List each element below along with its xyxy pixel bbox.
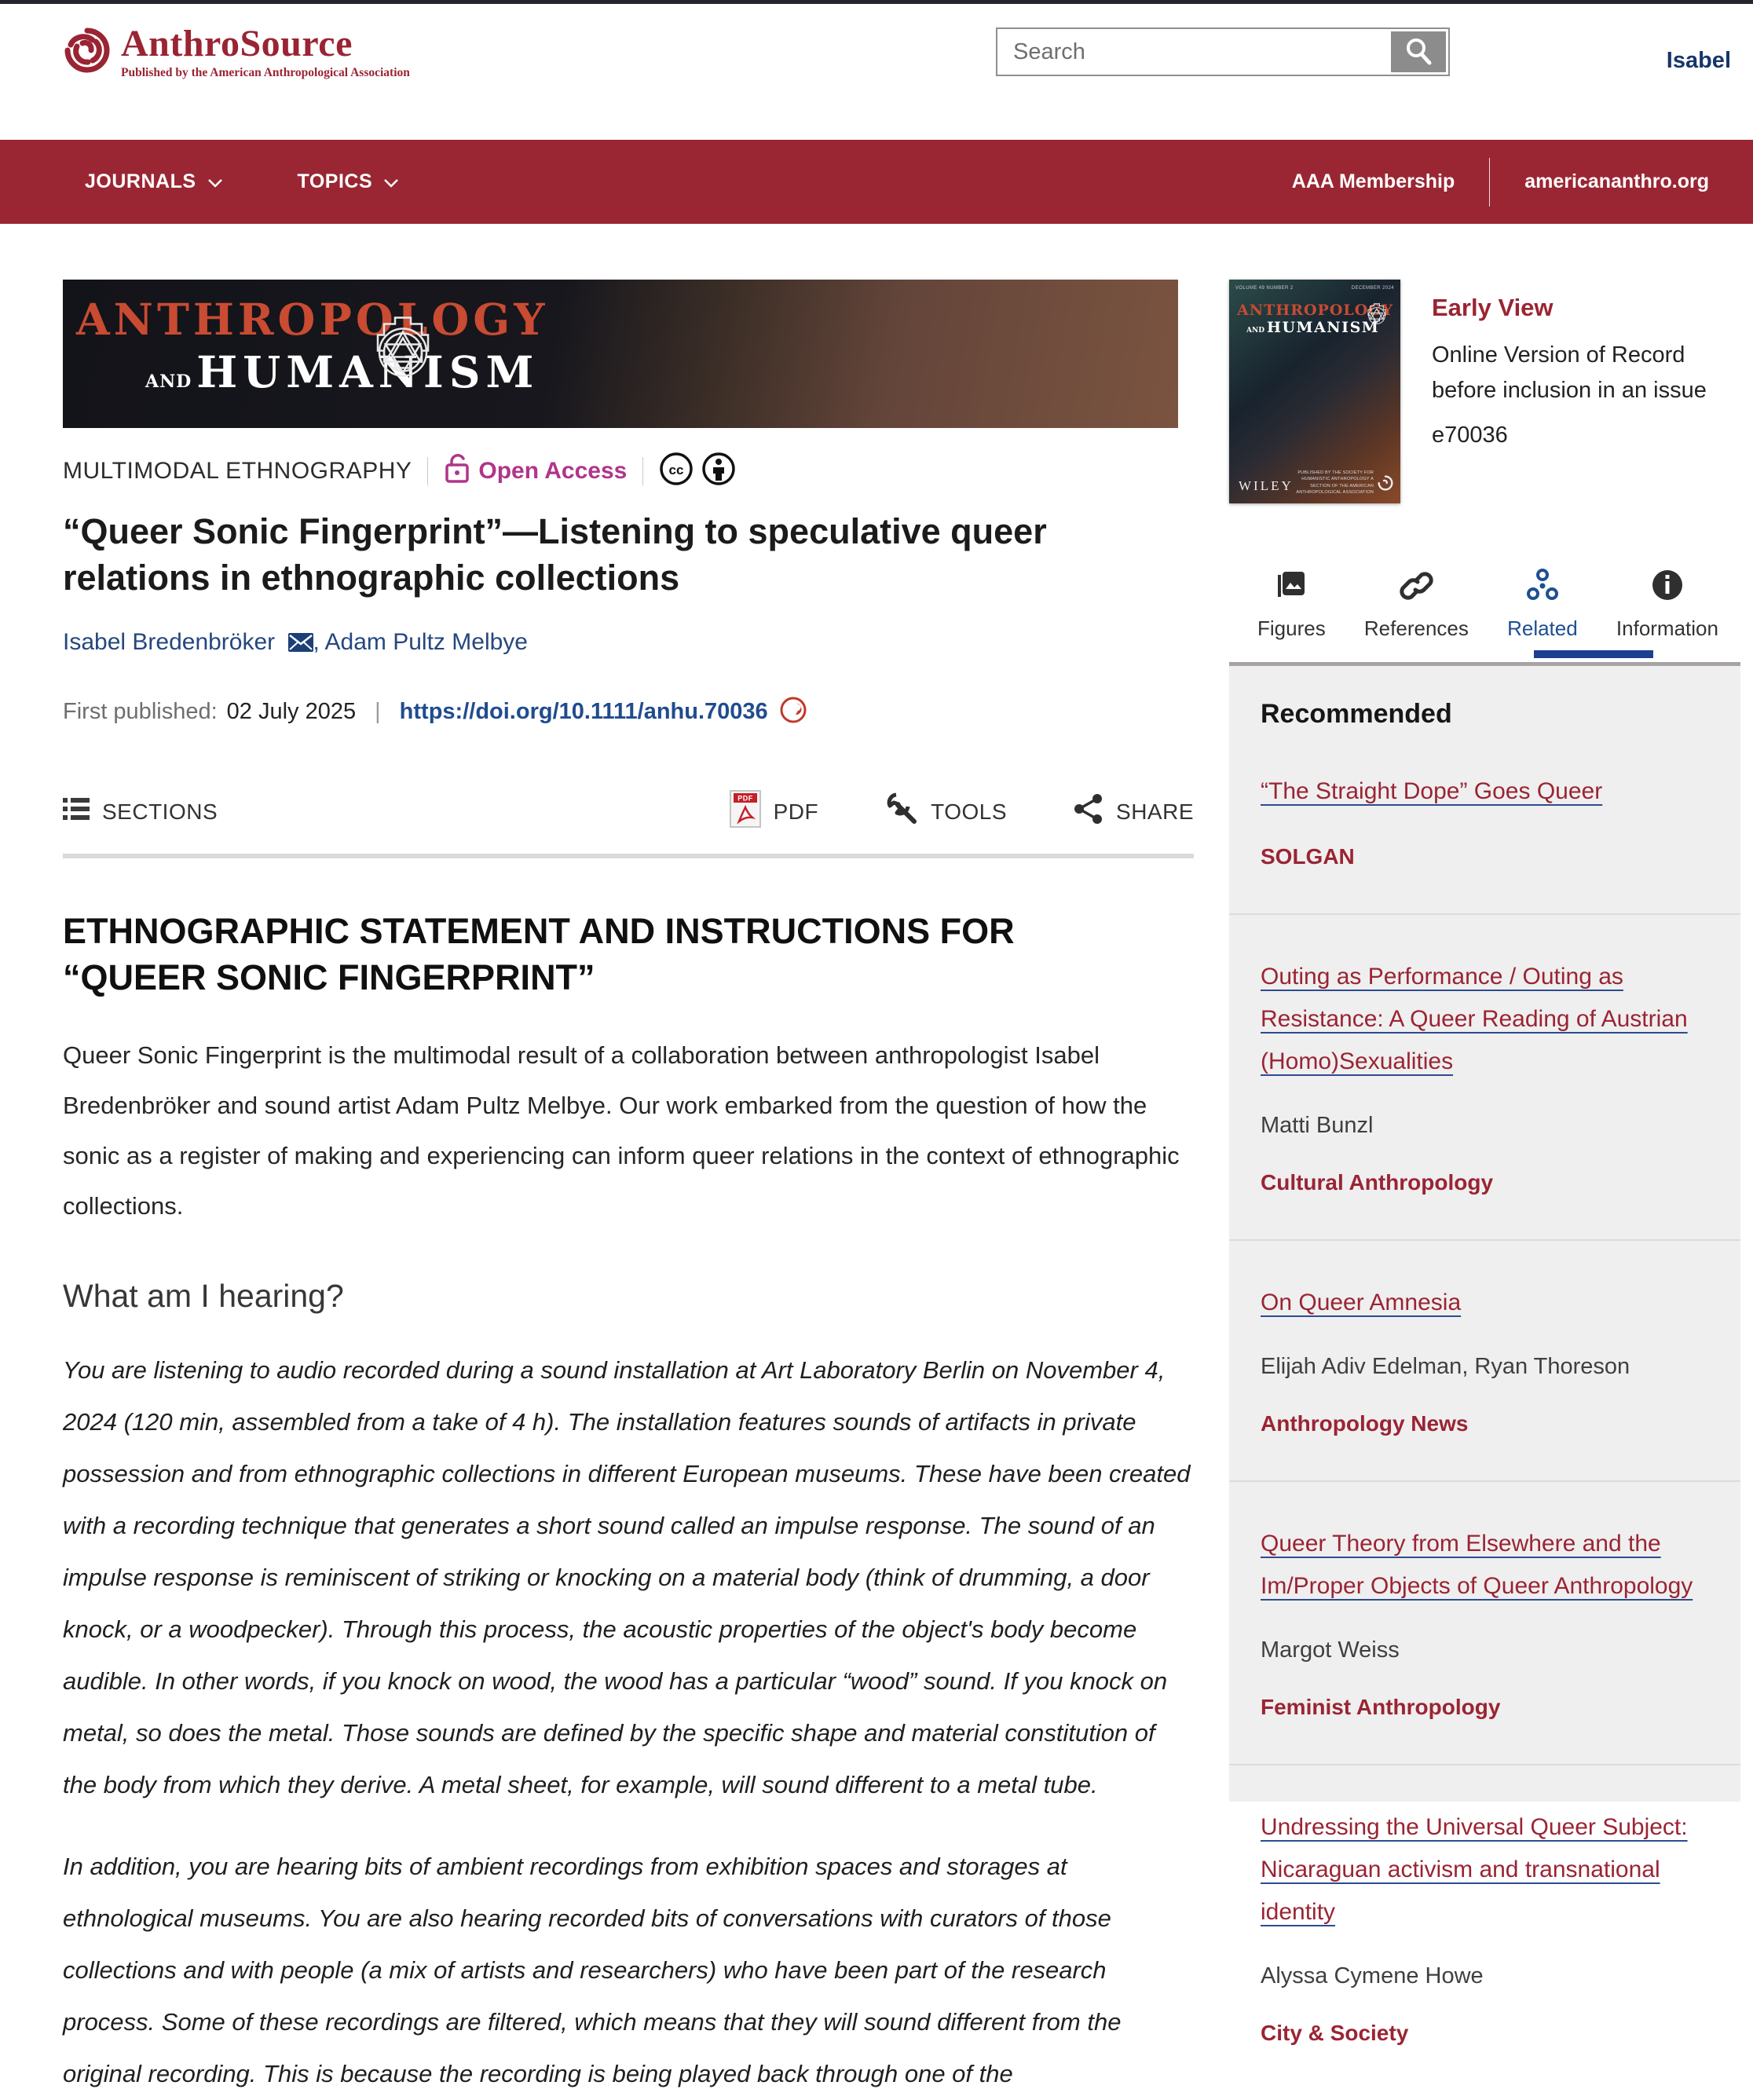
user-account-link[interactable]: Isabel bbox=[1666, 48, 1731, 73]
article-category: MULTIMODAL ETHNOGRAPHY bbox=[63, 457, 412, 484]
recommended-item bbox=[1229, 1239, 1740, 1480]
recommended-journal-link[interactable]: Cultural Anthropology bbox=[1261, 1170, 1494, 1195]
intro-paragraph: Queer Sonic Fingerprint is the multimodal result of a collaboration between anthropologist Isabel Bredenbröker and sound artist Adam Pultz Melbye. Our work embarked from the question of how the sonic as a register of making and experiencing can inform queer relations in the context of ethnographic collections. bbox=[63, 1041, 1180, 1220]
subsection-heading: What am I hearing? bbox=[63, 1277, 344, 1314]
recommended-heading: Recommended bbox=[1261, 699, 1452, 729]
recommended-journal-link[interactable]: City & Society bbox=[1261, 2021, 1409, 2045]
cover-volume: VOLUME 49 NUMBER 2 bbox=[1235, 286, 1294, 291]
recommended-journal-link[interactable]: Feminist Anthropology bbox=[1261, 1695, 1501, 1719]
open-access-label: Open Access bbox=[478, 457, 628, 484]
section-heading: ETHNOGRAPHIC STATEMENT AND INSTRUCTIONS FOR “QUEER SONIC FINGERPRINT” bbox=[63, 911, 1015, 997]
figures-icon bbox=[1275, 569, 1308, 605]
banner-title-anthropology: ANTHROPOLOGY bbox=[76, 294, 549, 345]
published-date: 02 July 2025 bbox=[226, 698, 357, 724]
tab-related-label: Related bbox=[1507, 616, 1578, 640]
link-icon bbox=[1399, 569, 1433, 605]
tab-information-label: Information bbox=[1616, 616, 1718, 640]
meta-divider bbox=[427, 457, 428, 485]
article-toolbar bbox=[63, 774, 1194, 858]
spiral-logo-icon bbox=[61, 24, 113, 80]
author-list bbox=[63, 629, 1194, 658]
logo-title: AnthroSource bbox=[121, 23, 353, 64]
pdf-icon bbox=[730, 790, 761, 833]
sections-list-icon bbox=[63, 797, 90, 826]
banner-and: AND bbox=[145, 371, 192, 392]
doi-link[interactable]: https://doi.org/10.1111/anhu.70036 bbox=[399, 698, 768, 724]
recommended-journal-link[interactable]: Anthropology News bbox=[1261, 1411, 1469, 1436]
recommended-article-link[interactable]: Queer Theory from Elsewhere and the Im/Proper Objects of Queer Anthropology bbox=[1261, 1531, 1693, 1599]
tab-figures[interactable] bbox=[1257, 569, 1326, 641]
cover-masthead-and: AND bbox=[1246, 327, 1265, 335]
cover-masthead-humanism: HUMANISM bbox=[1267, 319, 1380, 336]
recommended-article-link[interactable]: Outing as Performance / Outing as Resistance: A Queer Reading of Austrian (Homo)Sexualities bbox=[1261, 964, 1688, 1074]
pdf-button[interactable] bbox=[730, 790, 819, 833]
tab-references[interactable] bbox=[1364, 569, 1469, 641]
cover-masthead-anthropology: ANTHROPOLOGY bbox=[1237, 302, 1394, 319]
article-main bbox=[63, 280, 1194, 2100]
body-paragraph: In addition, you are hearing bits of ambient recordings from exhibition spaces and storages at ethnological museums. You are also hearing recorded bits of conversations with curators of those collections and with people (a mix of artists and researchers) who have been part of the research process. Some of these recordings are filtered, which means that they will sound different from the original recording. This is because the recording is being played back through one of the bbox=[63, 1852, 1122, 2087]
recommended-authors: Alyssa Cymene Howe bbox=[1261, 1963, 1484, 1988]
cover-date: DECEMBER 2024 bbox=[1351, 286, 1394, 291]
anthrosource-logo[interactable] bbox=[61, 24, 410, 80]
search-button[interactable] bbox=[1391, 31, 1446, 72]
tab-figures-label: Figures bbox=[1257, 616, 1326, 640]
cc-attribution-icon[interactable] bbox=[701, 452, 736, 490]
mandala-icon bbox=[357, 306, 448, 401]
recommended-article-link[interactable]: Undressing the Universal Queer Subject: Nicaraguan activism and transnational identity bbox=[1261, 1814, 1688, 1925]
recommended-article-link[interactable]: “The Straight Dope” Goes Queer bbox=[1261, 778, 1603, 804]
open-padlock-icon bbox=[444, 452, 470, 490]
recommended-item bbox=[1229, 1764, 1740, 2090]
author-separator: , bbox=[313, 629, 325, 655]
mandala-icon bbox=[1361, 300, 1393, 335]
email-envelope-icon[interactable] bbox=[288, 631, 313, 658]
svg-text:cc: cc bbox=[668, 463, 684, 477]
recommended-authors: Matti Bunzl bbox=[1261, 1113, 1374, 1138]
author-link[interactable]: Adam Pultz Melbye bbox=[324, 629, 528, 655]
published-label: First published: bbox=[63, 698, 218, 724]
journal-cover-thumbnail[interactable] bbox=[1229, 280, 1400, 503]
banner-title-humanism: HUMANISM bbox=[196, 346, 540, 397]
open-access-badge bbox=[444, 452, 627, 490]
active-tab-underline bbox=[1534, 650, 1653, 658]
nav-journals-label: JOURNALS bbox=[85, 170, 196, 192]
recommended-authors: Margot Weiss bbox=[1261, 1637, 1400, 1663]
share-button[interactable] bbox=[1074, 793, 1194, 830]
site-header bbox=[0, 4, 1753, 140]
body-paragraph: You are listening to audio recorded during a sound installation at Art Laboratory Berlin on November 4, 2024 (120 min, assembled from a take of 4 h). The installation features sounds of artifacts in private possession and from ethnographic collections in different European museums. These have been created with a recording technique that generates a short sound called an impulse response. The sound of an impulse response is reminiscent of striking or knocking on a material body (think of drumming, a door knock, or a woodpecker). Through this process, the acoustic properties of the object's body become audible. In other words, if you knock on wood, the wood has a particular “wood” sound. If you knock on metal, so does the metal. Those sounds are defined by the specific shape and material constitution of the body from which they derive. A metal sheet, for example, will sound different to a metal tube. bbox=[63, 1355, 1191, 1798]
tools-button[interactable] bbox=[885, 792, 1007, 831]
search-input[interactable] bbox=[997, 29, 1389, 75]
pdf-label: PDF bbox=[773, 799, 819, 824]
share-icon bbox=[1074, 793, 1103, 830]
sidebar-tabs bbox=[1229, 569, 1740, 641]
tab-related[interactable] bbox=[1507, 569, 1578, 641]
nav-divider bbox=[1489, 158, 1490, 207]
chevron-down-icon bbox=[383, 170, 399, 193]
wrench-icon bbox=[885, 792, 918, 831]
nav-journals[interactable] bbox=[85, 170, 223, 193]
share-label: SHARE bbox=[1116, 799, 1194, 824]
search-box bbox=[996, 27, 1450, 76]
author-link[interactable]: Isabel Bredenbröker bbox=[63, 629, 276, 655]
cover-publisher: WILEY bbox=[1239, 478, 1294, 493]
info-icon bbox=[1651, 569, 1684, 605]
tab-references-label: References bbox=[1363, 616, 1469, 640]
sections-button[interactable] bbox=[63, 797, 218, 826]
publication-info bbox=[63, 693, 1194, 730]
logo-tagline: Published by the American Anthropological Association bbox=[121, 66, 410, 80]
pub-separator: | bbox=[375, 698, 381, 724]
article-title: “Queer Sonic Fingerprint”—Listening to speculative queer relations in ethnographic collections bbox=[63, 511, 1047, 598]
americananthro-link[interactable]: americananthro.org bbox=[1524, 170, 1709, 192]
recommended-article-link[interactable]: On Queer Amnesia bbox=[1261, 1290, 1462, 1315]
related-icon bbox=[1526, 569, 1559, 605]
recommended-authors: Elijah Adiv Edelman, Ryan Thoreson bbox=[1261, 1354, 1630, 1379]
related-panel bbox=[1229, 662, 1740, 2045]
recommended-list bbox=[1229, 730, 1740, 2090]
meta-divider bbox=[642, 457, 643, 485]
spiral-logo-icon bbox=[1377, 474, 1394, 496]
search-icon bbox=[1403, 36, 1433, 68]
recommended-journal-link[interactable]: SOLGAN bbox=[1261, 844, 1355, 869]
journal-banner[interactable] bbox=[63, 280, 1178, 428]
nav-topics[interactable] bbox=[298, 170, 400, 193]
cover-society-note: PUBLISHED BY THE SOCIETY FOR HUMANISTIC ANTHROPOLOGY A SECTION OF THE AMERICAN ANTHROPOLOGICAL ASSOCIATION bbox=[1296, 470, 1374, 495]
recommended-item bbox=[1229, 730, 1740, 913]
article-sidebar bbox=[1229, 280, 1753, 2045]
chevron-down-icon bbox=[207, 170, 223, 193]
early-view-label[interactable]: Early View bbox=[1432, 294, 1554, 321]
recommended-item bbox=[1229, 913, 1740, 1239]
aaa-membership-link[interactable]: AAA Membership bbox=[1291, 170, 1455, 192]
tools-label: TOOLS bbox=[931, 799, 1008, 824]
nav-topics-label: TOPICS bbox=[297, 170, 373, 192]
eloc-id: e70036 bbox=[1432, 422, 1508, 448]
tab-information[interactable] bbox=[1616, 569, 1718, 641]
version-note: Online Version of Record before inclusion in an issue bbox=[1432, 342, 1707, 403]
check-updates-icon[interactable] bbox=[779, 696, 807, 730]
svg-text:PDF: PDF bbox=[737, 794, 753, 803]
recommended-item bbox=[1229, 1480, 1740, 1764]
creative-commons-icon[interactable] bbox=[659, 452, 694, 490]
primary-nav bbox=[0, 140, 1753, 224]
sections-label: SECTIONS bbox=[102, 799, 218, 824]
